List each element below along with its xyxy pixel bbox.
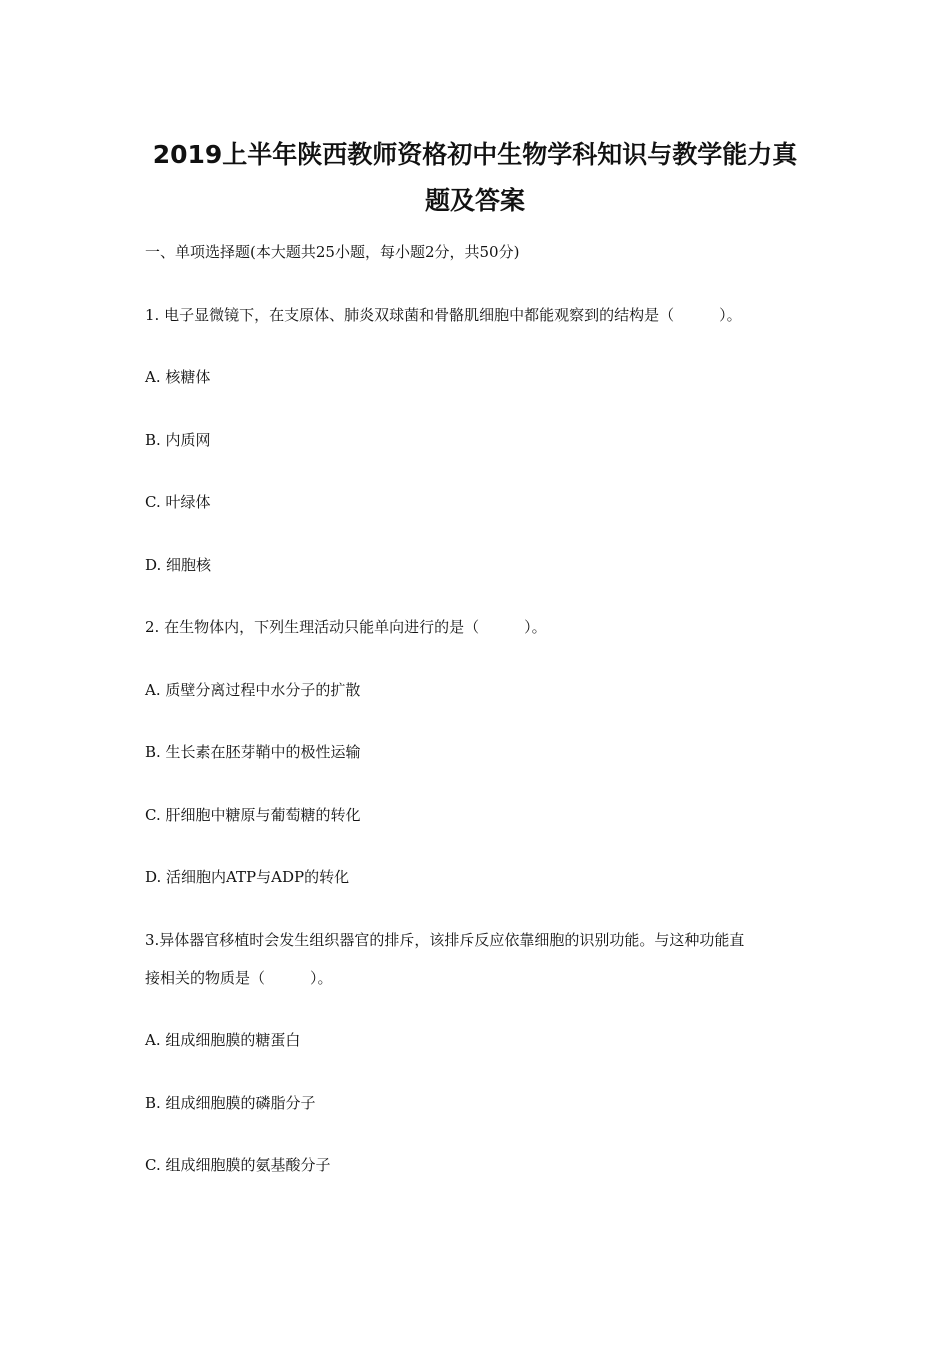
question-3-option-a: A. 组成细胞膜的糖蛋白 — [145, 1031, 301, 1049]
document-title-line-1: 2019上半年陕西教师资格初中生物学科知识与教学能力真 — [152, 140, 798, 169]
section-heading: 一、单项选择题(本大题共25小题，每小题2分，共50分) — [145, 243, 520, 261]
question-2-option-d: D. 活细胞内ATP与ADP的转化 — [145, 868, 350, 886]
question-3-stem-line-2: 接相关的物质是（ ）。 — [145, 969, 333, 987]
question-1-option-a: A. 核糖体 — [145, 368, 211, 386]
question-3-stem-line-1: 3.异体器官移植时会发生组织器官的排斥，该排斥反应依靠细胞的识别功能。与这种功能直 — [145, 931, 745, 949]
question-2-option-b: B. 生长素在胚芽鞘中的极性运输 — [145, 743, 361, 761]
question-1-option-b: B. 内质网 — [145, 431, 211, 449]
document-title-line-2: 题及答案 — [424, 186, 525, 215]
question-1-stem: 1. 电子显微镜下，在支原体、肺炎双球菌和骨骼肌细胞中都能观察到的结构是（ ）。 — [145, 306, 742, 324]
question-2-option-c: C. 肝细胞中糖原与葡萄糖的转化 — [145, 806, 361, 824]
question-3-option-b: B. 组成细胞膜的磷脂分子 — [145, 1094, 316, 1112]
question-3-option-c: C. 组成细胞膜的氨基酸分子 — [145, 1156, 331, 1174]
question-2-option-a: A. 质壁分离过程中水分子的扩散 — [145, 681, 361, 699]
question-1-option-d: D. 细胞核 — [145, 556, 212, 574]
question-2-stem: 2. 在生物体内，下列生理活动只能单向进行的是（ ）。 — [145, 618, 547, 636]
question-1-option-c: C. 叶绿体 — [145, 493, 211, 511]
